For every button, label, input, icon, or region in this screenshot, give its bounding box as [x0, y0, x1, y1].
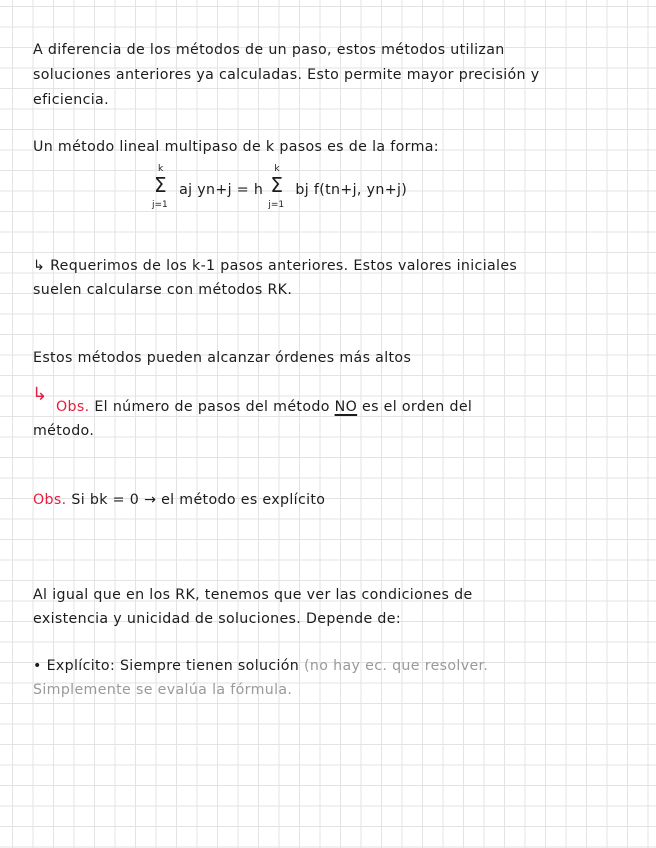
- rhs-summation: [268, 164, 290, 216]
- explicit-bullet-text: • Explícito: Siempre tienen solución: [33, 658, 300, 674]
- lhs-sum-lower: j=1: [152, 200, 168, 210]
- multistep-formula: [152, 164, 407, 220]
- order-line: Estos métodos pueden alcanzar órdenes más altos: [33, 350, 412, 366]
- lhs-term: aj yn+j = h: [179, 182, 264, 198]
- observation-1-text-b: es el orden del: [361, 399, 473, 415]
- lhs-summation: [152, 164, 174, 216]
- intro-line-1: A diferencia de los métodos de un paso, estos métodos utilizan: [33, 42, 505, 58]
- conditions-line-2: existencia y unicidad de soluciones. Depende de:: [33, 611, 401, 627]
- explicit-line-1: [33, 656, 488, 676]
- return-arrow-icon: ↳: [32, 384, 48, 405]
- observation-1-label: Obs.: [56, 399, 90, 415]
- observation-1-no-emphasis: NO: [334, 399, 358, 415]
- rhs-term: bj f(tn+j, yn+j): [295, 182, 408, 198]
- definition-line: Un método lineal multipaso de k pasos es de la forma:: [33, 139, 439, 155]
- requirement-line-2: suelen calcularse con métodos RK.: [33, 282, 293, 298]
- observation-2-line: [33, 490, 325, 510]
- explicit-aside-text: (no hay ec. que resolver.: [304, 658, 489, 674]
- rhs-sigma-symbol: Σ: [270, 173, 283, 197]
- observation-1-line-1: [56, 397, 472, 417]
- observation-1-text-a: El número de pasos del método: [94, 399, 330, 415]
- conditions-line-1: Al igual que en los RK, tenemos que ver las condiciones de: [33, 587, 473, 603]
- rhs-sum-lower: j=1: [268, 200, 285, 210]
- lhs-sum-upper: k: [158, 164, 164, 174]
- observation-2-text: Si bk = 0 → el método es explícito: [71, 492, 326, 508]
- rhs-sum-upper: k: [274, 164, 280, 174]
- intro-line-3: eficiencia.: [33, 92, 109, 108]
- observation-2-label: Obs.: [33, 492, 67, 508]
- lhs-sigma-symbol: Σ: [154, 173, 167, 197]
- explicit-line-2: Simplemente se evalúa la fórmula.: [33, 682, 293, 698]
- intro-line-2: soluciones anteriores ya calculadas. Esto permite mayor precisión y: [33, 67, 540, 83]
- requirement-line-1: ↳ Requerimos de los k-1 pasos anteriores. Estos valores iniciales: [33, 258, 518, 274]
- observation-1-line-2: método.: [33, 423, 95, 439]
